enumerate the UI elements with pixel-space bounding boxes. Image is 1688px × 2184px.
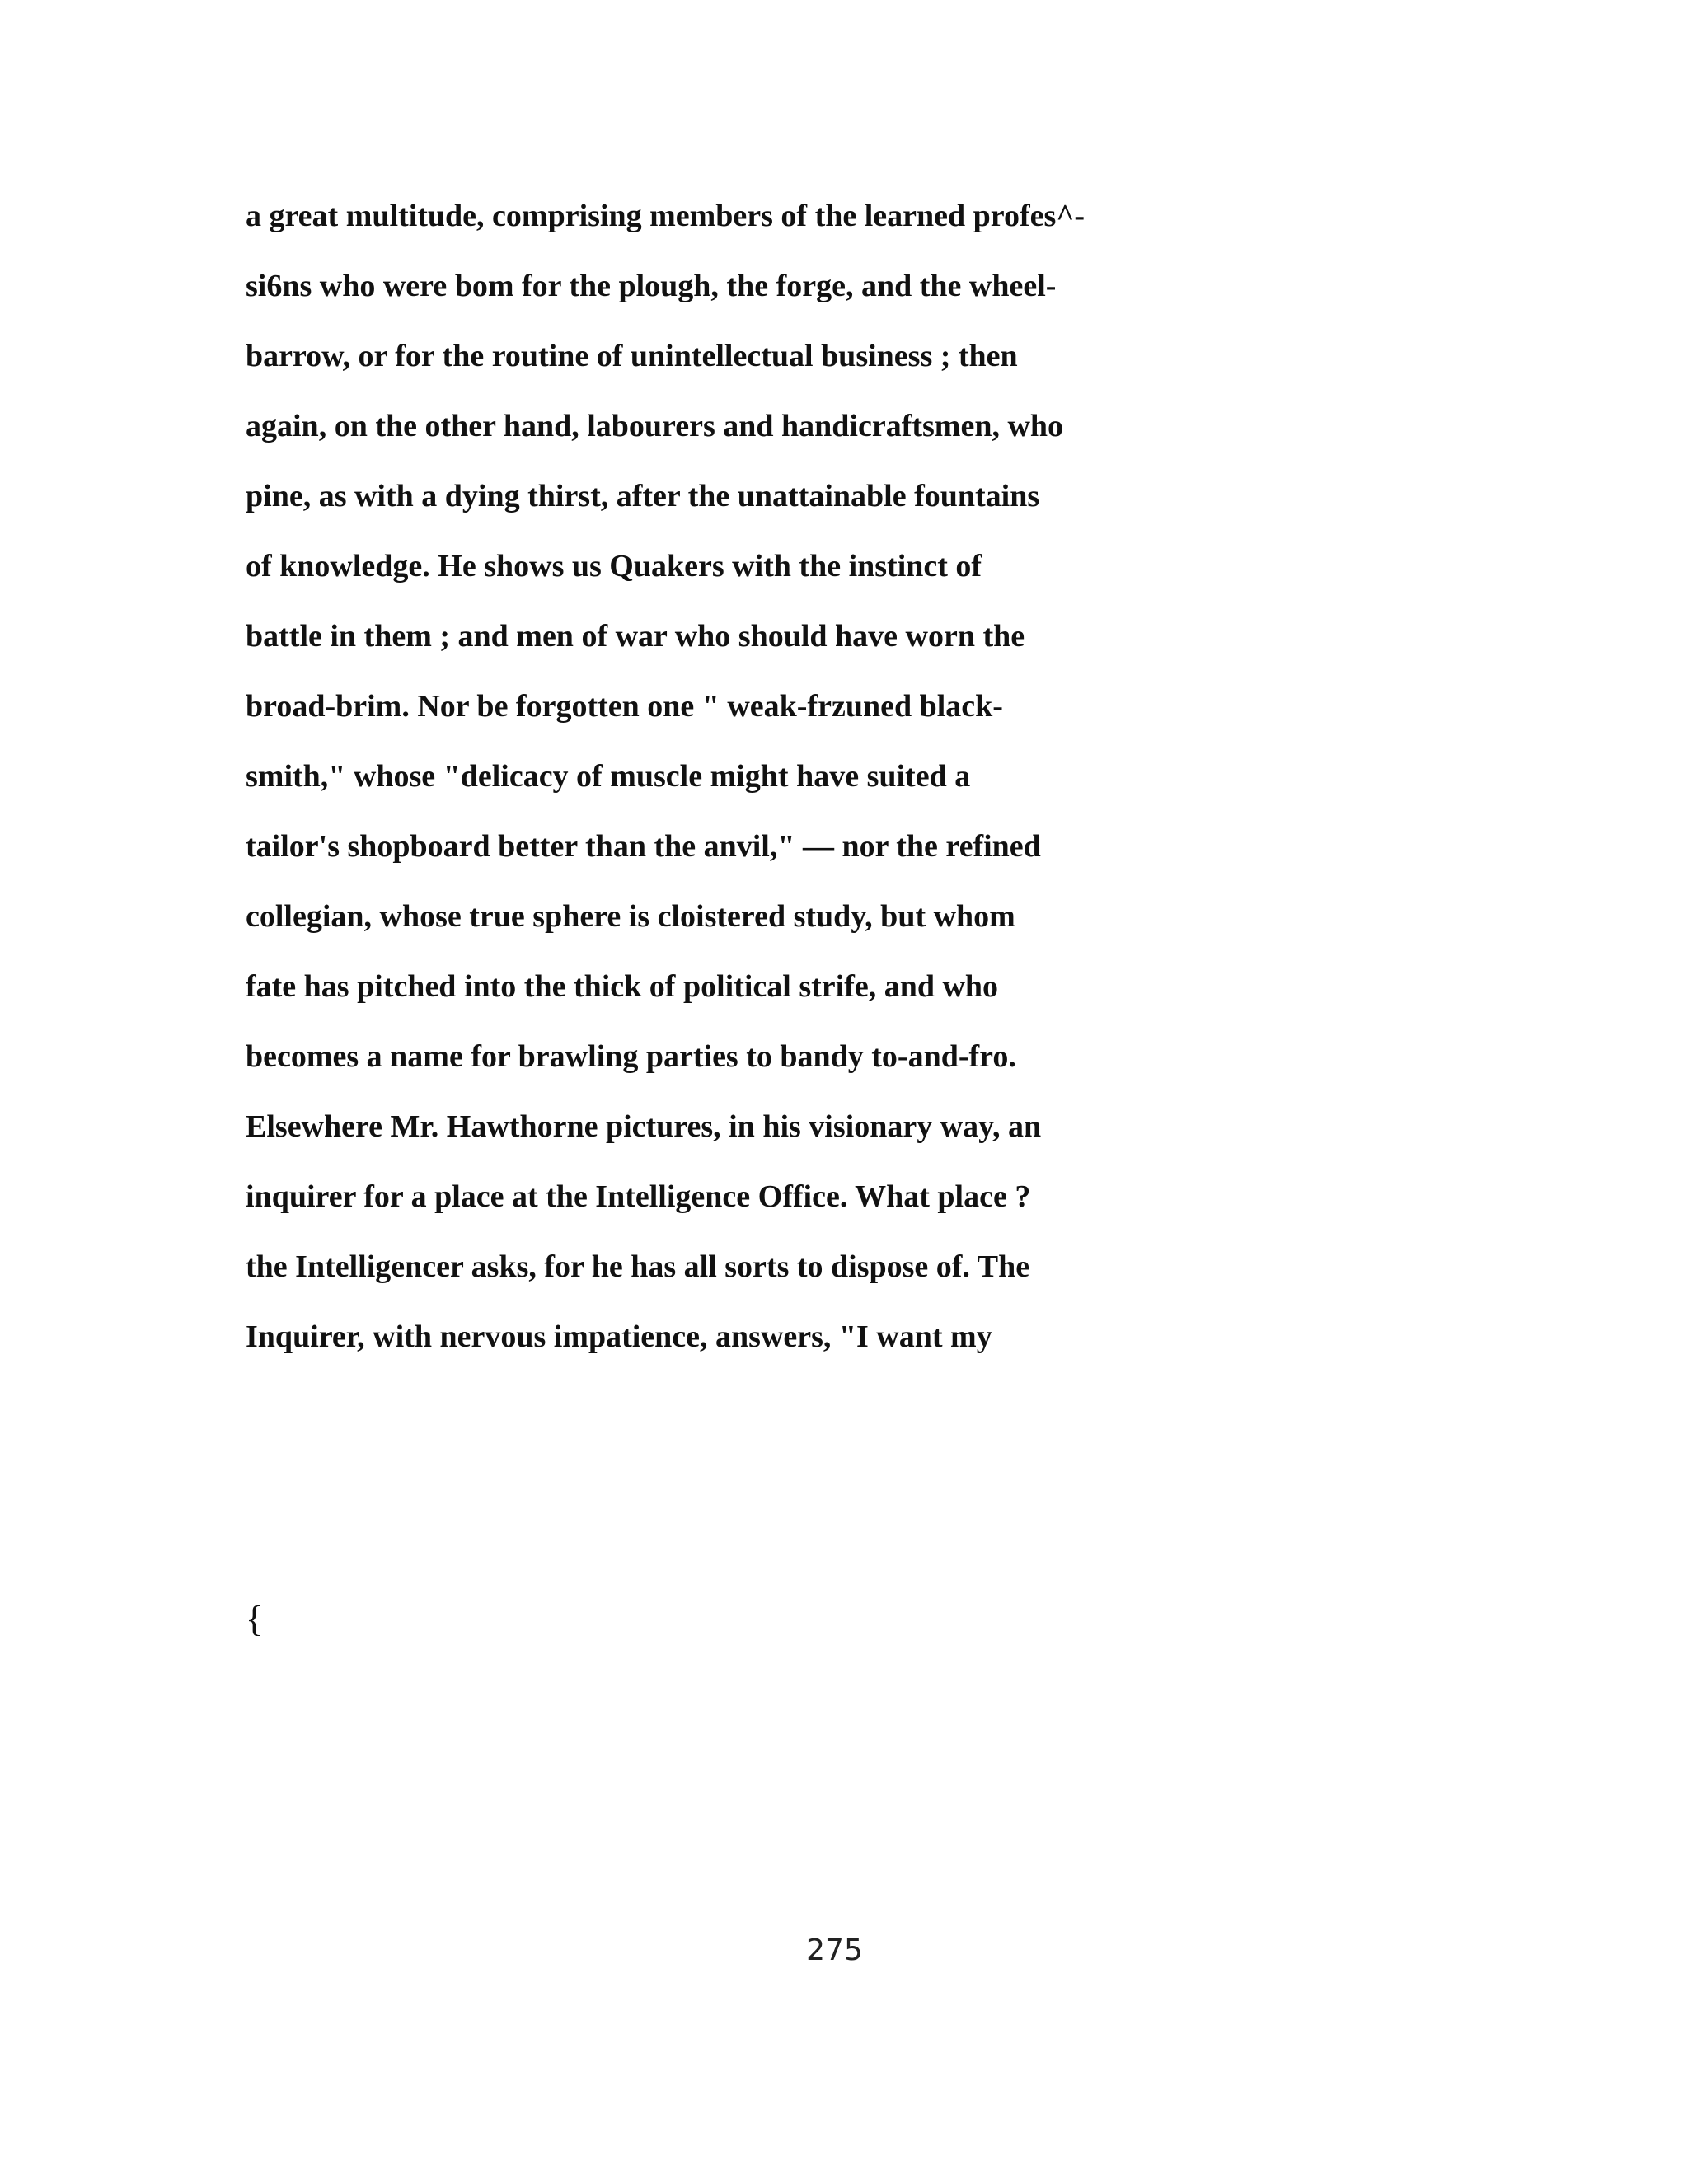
text-line: Elsewhere Mr. Hawthorne pictures, in his visionary way, an — [246, 1109, 1042, 1144]
text-line: collegian, whose true sphere is cloistered study, but whom — [246, 899, 1015, 934]
text-line: Inquirer, with nervous impatience, answers, "I want my — [246, 1319, 992, 1354]
body-text — [246, 190, 1482, 1380]
text-line: si6ns who were bom for the plough, the forge, and the wheel- — [246, 269, 1057, 303]
text-line: pine, as with a dying thirst, after the unattainable fountains — [246, 479, 1040, 513]
text-line: barrow, or for the routine of unintellectual business ; then — [246, 339, 1018, 373]
text-line: broad-brim. Nor be forgotten one " weak-frzuned black- — [246, 689, 1003, 724]
text-line: becomes a name for brawling parties to bandy to-and-fro. — [246, 1039, 1016, 1074]
text-line: inquirer for a place at the Intelligence Office. What place ? — [246, 1179, 1031, 1214]
text-line: again, on the other hand, labourers and handicraftsmen, who — [246, 409, 1064, 443]
text-line: the Intelligencer asks, for he has all sorts to dispose of. The — [246, 1249, 1030, 1284]
text-line: tailor's shopboard better than the anvil," — nor the refined — [246, 829, 1041, 864]
text-line: fate has pitched into the thick of political strife, and who — [246, 969, 999, 1004]
text-line: a great multitude, comprising members of the learned profes^- — [246, 199, 1085, 233]
text-line: battle in them ; and men of war who should have worn the — [246, 619, 1025, 654]
page-number: 275 — [806, 1933, 863, 1967]
text-line: of knowledge. He shows us Quakers with the instinct of — [246, 549, 982, 583]
text-line: smith," whose "delicacy of muscle might have suited a — [246, 759, 971, 794]
stray-brace-mark: { — [246, 1599, 264, 1639]
